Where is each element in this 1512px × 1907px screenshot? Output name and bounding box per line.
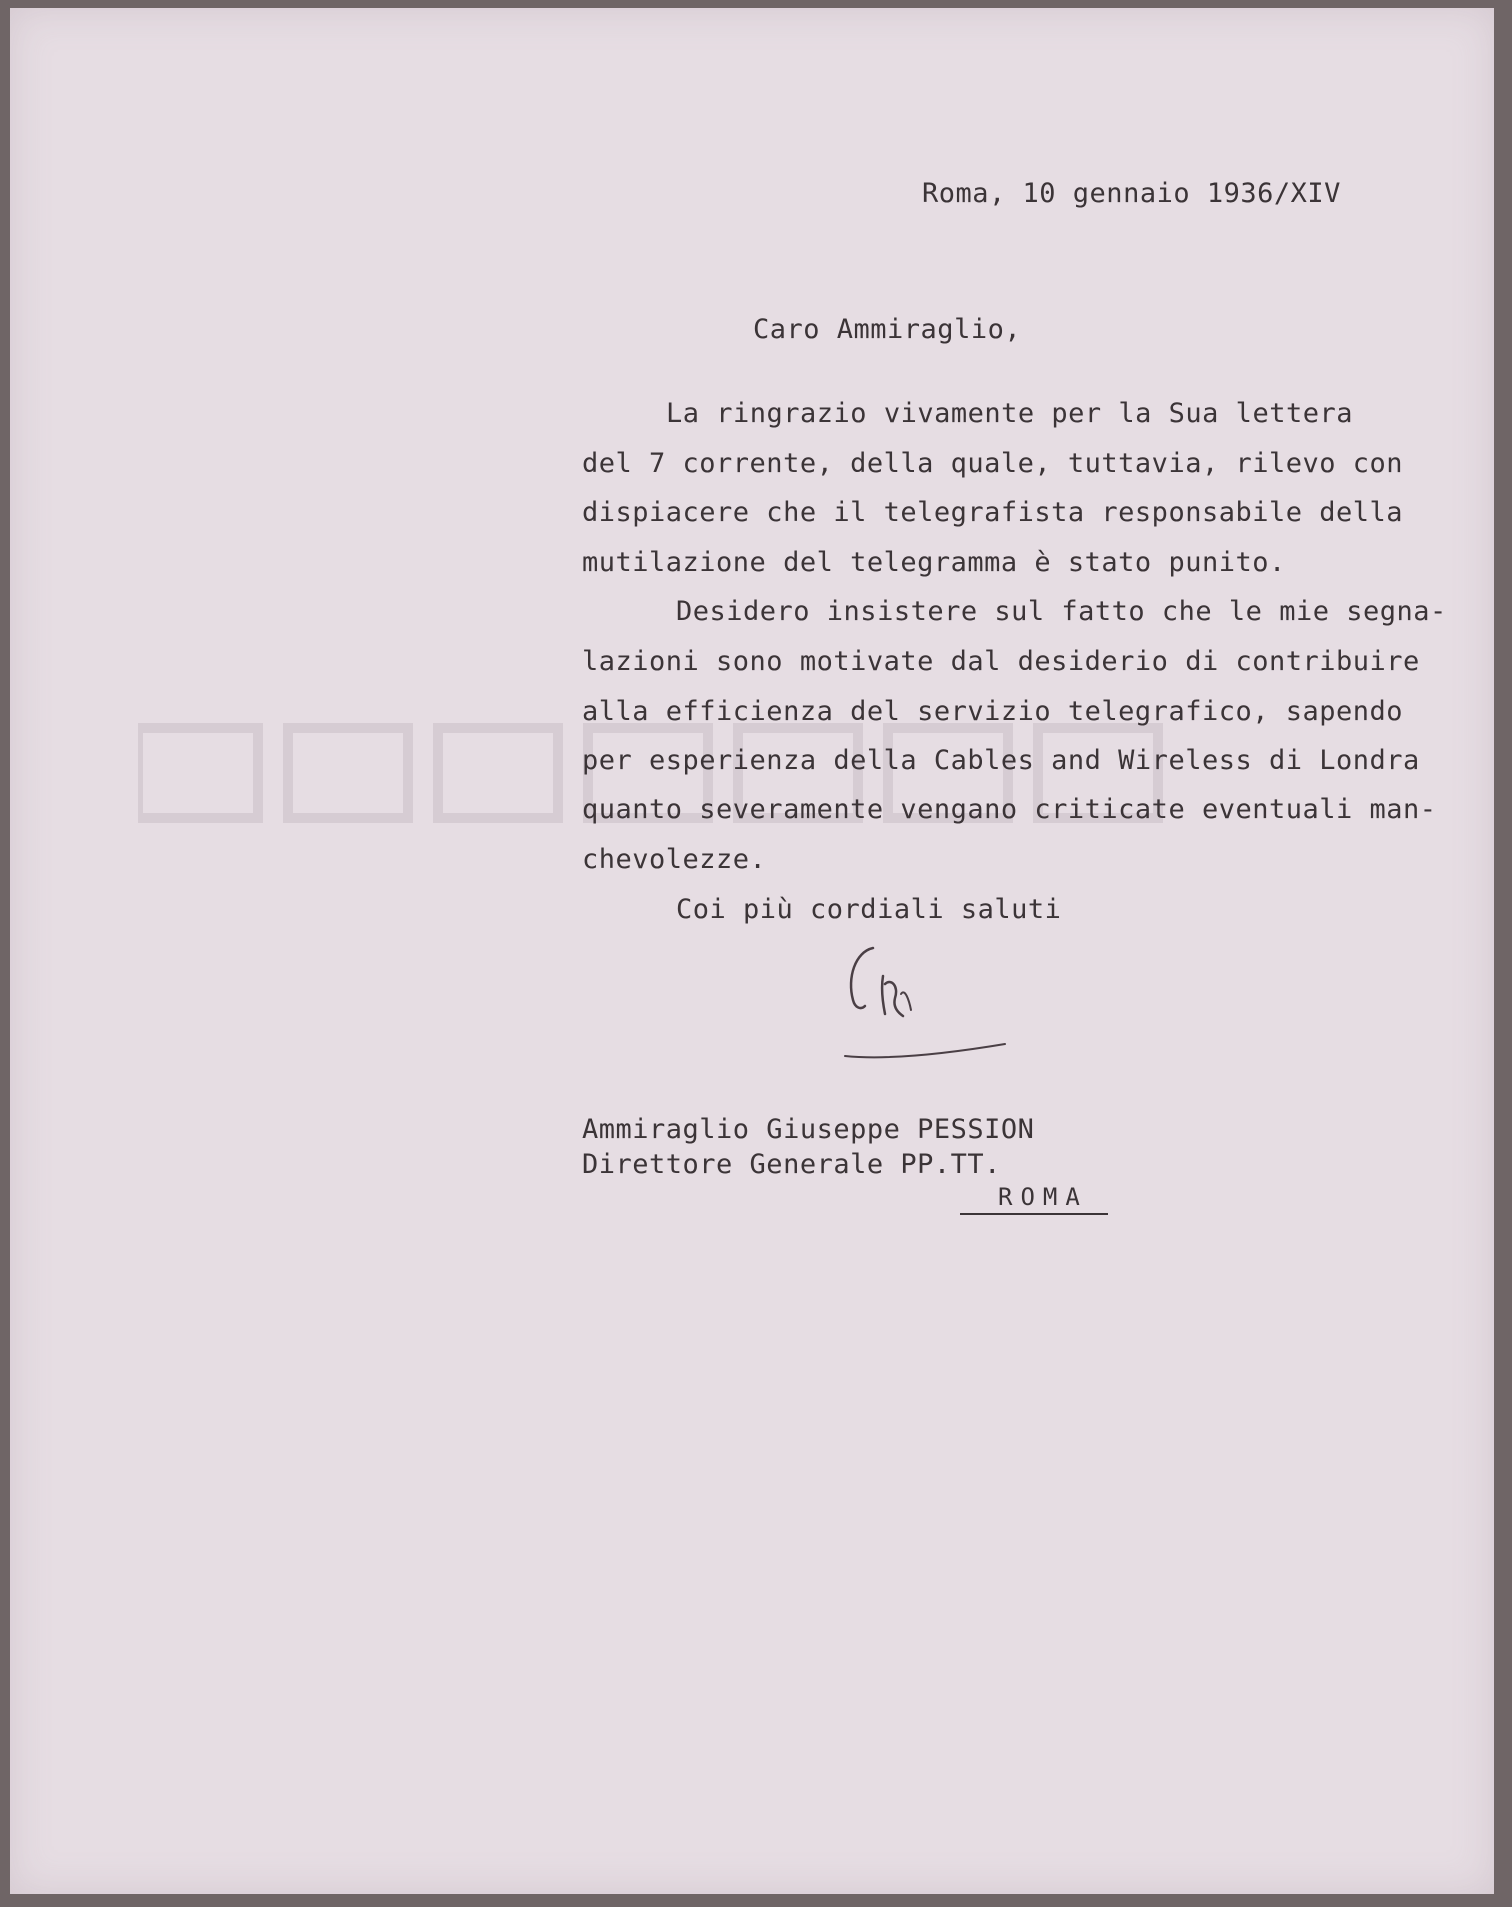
handwritten-signature (825, 928, 1015, 1068)
body-line: del 7 corrente, della quale, tuttavia, rilevo con (582, 448, 1404, 479)
body-line: quanto severamente vengano criticate eventuali man- (582, 794, 1437, 825)
salutation: Caro Ammiraglio, (753, 314, 1022, 345)
body-line: chevolezze. (582, 844, 767, 875)
body-line: Desidero insistere sul fatto che le mie segna- (676, 596, 1447, 627)
body-line: mutilazione del telegramma è stato punito. (582, 547, 1286, 578)
body-line: La ringrazio vivamente per la Sua lettera (666, 398, 1353, 429)
recipient-title: Direttore Generale PP.TT. (582, 1149, 1001, 1180)
body-line: alla efficienza del servizio telegrafico, sapendo (582, 696, 1404, 727)
letter-date: Roma, 10 gennaio 1936/XIV (922, 178, 1341, 209)
recipient-city: ROMA (960, 1185, 1108, 1215)
body-line: lazioni sono motivate dal desiderio di contribuire (582, 646, 1420, 677)
recipient-name: Ammiraglio Giuseppe PESSION (582, 1114, 1035, 1145)
body-line: dispiacere che il telegrafista responsabile della (582, 497, 1404, 528)
letter-page (10, 8, 1494, 1894)
closing: Coi più cordiali saluti (676, 894, 1062, 925)
body-line: per esperienza della Cables and Wireless di Londra (582, 745, 1420, 776)
